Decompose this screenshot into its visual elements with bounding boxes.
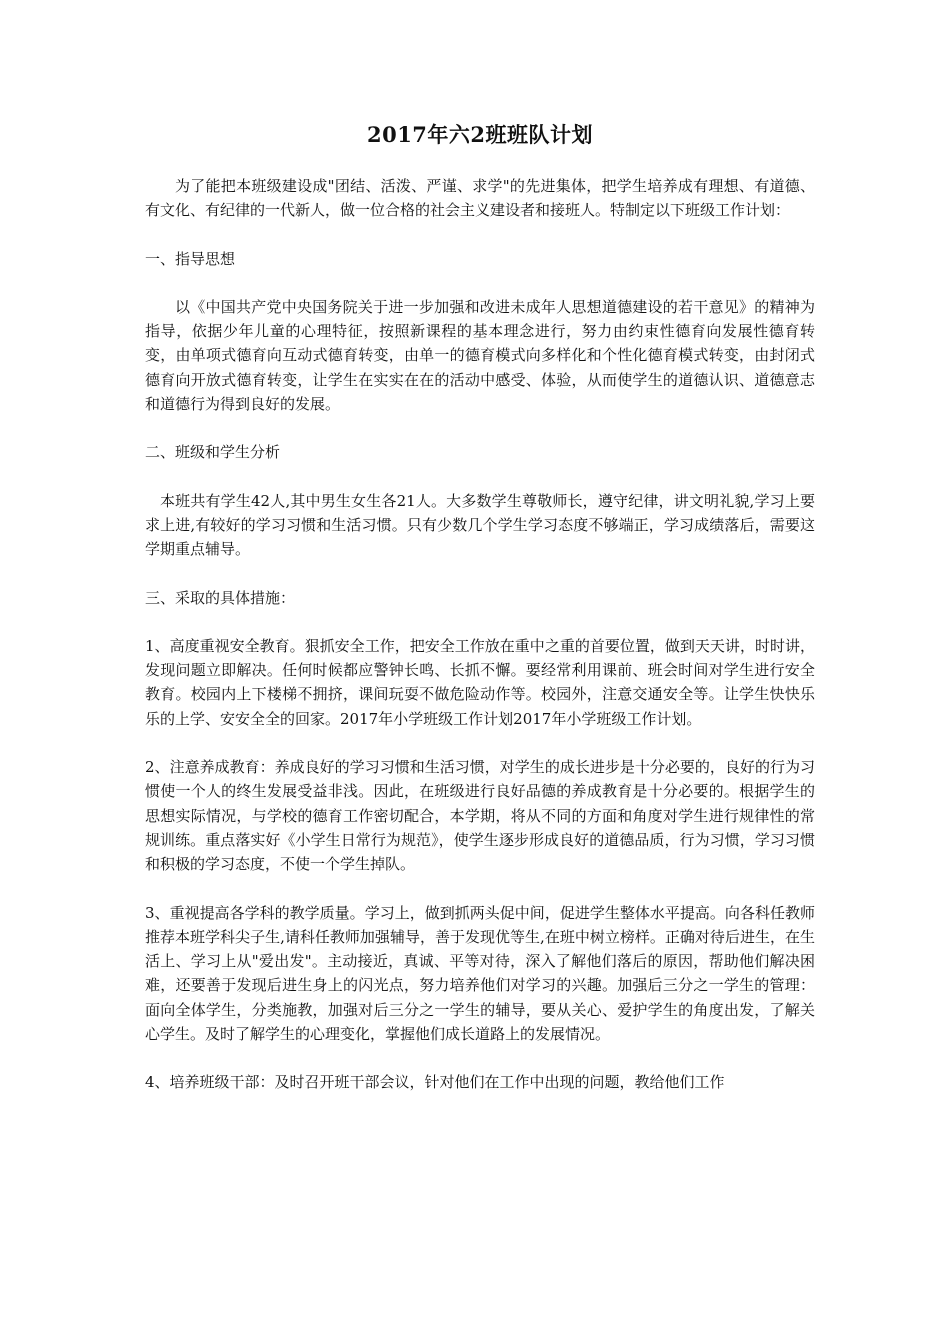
measure-item-4: 4、培养班级干部：及时召开班干部会议，针对他们在工作中出现的问题，教给他们工作 — [145, 1073, 725, 1092]
measure-item-2: 2、注意养成教育：养成良好的学习习惯和生活习惯，对学生的成长进步是十分必要的，良好的行为习惯使一个人的终生发展受益非浅。因此，在班级进行良好品德的养成教育是十分必要的。根据学生的思想实际情况，与学校的德育工作密切配合，本学期，将从不同的方面和角度对学生进行规律性的常规训练。重点落实好《小学生日常行为规范》，使学生逐步形成良好的道德品质，行为习惯，学习习惯和积极的学习态度，不使一个学生掉队。 — [145, 758, 815, 874]
section3-heading: 三、采取的具体措施： — [145, 588, 296, 607]
section1-heading: 一、指导思想 — [145, 249, 236, 268]
document-title: 2017年六2班班队计划 — [366, 122, 594, 147]
measure-item-3: 3、重视提高各学科的教学质量。学习上，做到抓两头促中间，促进学生整体水平提高。向各科任教师推荐本班学科尖子生,请科任教师加强辅导，善于发现优等生,在班中树立榜样。正确对待后进生，在生活上、学习上从"爱出发"。主动接近，真诚、平等对待，深入了解他们落后的原因，帮助他们解决困难，还要善于发现后进生身上的闪光点，努力培养他们对学习的兴趣。加强后三分之一学生的管理：面向全体学生，分类施教，加强对后三分之一学生的辅导，要从关心、爱护学生的角度出发，了解关心学生。及时了解学生的心理变化，掌握他们成长道路上的发展情况。 — [145, 903, 815, 1044]
section2-paragraph: 本班共有学生42人,其中男生女生各21人。大多数学生尊敬师长，遵守纪律，讲文明礼貌,学习上要求上进,有较好的学习习惯和生活习惯。只有少数几个学生学习态度不够端正，学习成绩落后，需要这学期重点辅导。 — [145, 491, 815, 559]
document-page — [145, 120, 815, 1095]
section2-heading: 二、班级和学生分析 — [145, 443, 281, 462]
measure-item-1: 1、高度重视安全教育。狠抓安全工作，把安全工作放在重中之重的首要位置，做到天天讲，时时讲，发现问题立即解决。任何时候都应警钟长鸣、长抓不懈。要经常利用课前、班会时间对学生进行安全教育。校园内上下楼梯不拥挤，课间玩耍不做危险动作等。校园外，注意交通安全等。让学生快快乐乐的上学、安安全全的回家。2017年小学班级工作计划2017年小学班级工作计划。 — [145, 636, 815, 728]
intro-paragraph: 为了能把本班级建设成"团结、活泼、严谨、求学"的先进集体，把学生培养成有理想、有道德、有文化、有纪律的一代新人，做一位合格的社会主义建设者和接班人。特制定以下班级工作计划： — [145, 177, 815, 220]
section1-paragraph: 以《中国共产党中央国务院关于进一步加强和改进未成年人思想道德建设的若干意见》的精神为指导，依据少年儿童的心理特征，按照新课程的基本理念进行，努力由约束性德育向发展性德育转变，由单项式德育向互动式德育转变，由单一的德育模式向多样化和个性化德育模式转变，由封闭式德育向开放式德育转变，让学生在实实在在的活动中感受、体验，从而使学生的道德认识、道德意志和道德行为得到良好的发展。 — [145, 297, 815, 414]
